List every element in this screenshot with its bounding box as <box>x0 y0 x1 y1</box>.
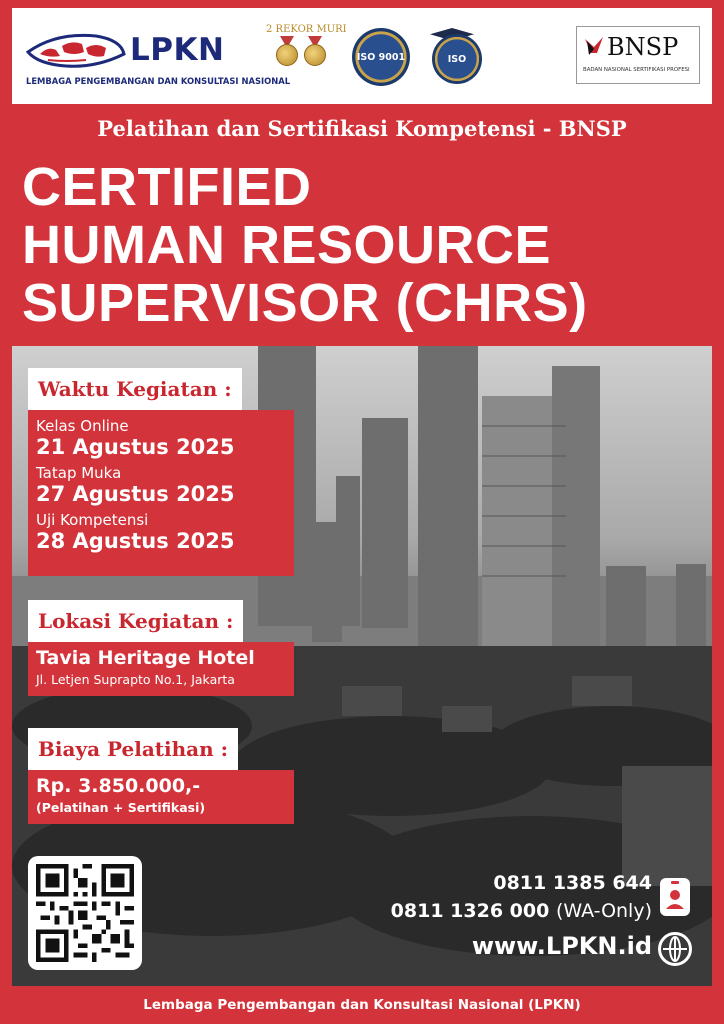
website-link[interactable]: www.LPKN.id <box>471 932 652 960</box>
phone-number-1[interactable]: 0811 1385 644 <box>493 872 652 894</box>
header-bar <box>12 8 712 104</box>
bnsp-garuda-icon <box>583 35 605 57</box>
schedule-label: Kelas Online <box>36 417 129 435</box>
fee-note: (Pelatihan + Sertifikasi) <box>36 800 206 815</box>
indonesia-map-icon <box>26 30 126 72</box>
medal-icon <box>304 44 326 66</box>
footer-organization: Lembaga Pengembangan dan Konsultasi Nasional (LPKN) <box>0 986 724 1024</box>
schedule-label: Uji Kompetensi <box>36 511 149 529</box>
location-panel <box>28 642 294 696</box>
qr-code[interactable] <box>28 856 142 970</box>
globe-icon <box>658 932 692 966</box>
lpkn-logo <box>26 28 291 92</box>
title-line: HUMAN RESOURCE <box>22 215 552 275</box>
schedule-panel <box>28 410 294 576</box>
title-line: CERTIFIED <box>22 157 312 217</box>
schedule-date: 21 Agustus 2025 <box>36 435 235 459</box>
bnsp-fullname: BADAN NASIONAL SERTIFIKASI PROFESI <box>583 67 690 73</box>
muri-label: 2 REKOR MURI <box>266 24 347 35</box>
event-subtitle: Pelatihan dan Sertifikasi Kompetensi - BNSP <box>97 116 627 141</box>
iso-badge-icon <box>432 34 482 84</box>
fee-panel <box>28 770 294 824</box>
whatsapp-note: (WA-Only) <box>555 900 652 922</box>
schedule-date: 28 Agustus 2025 <box>36 529 235 553</box>
schedule-label: Tatap Muka <box>36 464 122 482</box>
bnsp-wordmark: BNSP <box>607 33 679 61</box>
schedule-heading: Waktu Kegiatan : <box>28 368 242 410</box>
schedule-date: 27 Agustus 2025 <box>36 482 235 506</box>
venue-name: Tavia Heritage Hotel <box>36 647 255 669</box>
rekor-muri-badge <box>266 24 347 90</box>
phone-number-2-row[interactable] <box>391 900 652 922</box>
fee-price: Rp. 3.850.000,- <box>36 775 201 797</box>
iso-badge-icon <box>352 28 410 86</box>
location-heading: Lokasi Kegiatan : <box>28 600 243 642</box>
venue-address: Jl. Letjen Suprapto No.1, Jakarta <box>36 672 235 687</box>
fee-heading: Biaya Pelatihan : <box>28 728 238 770</box>
lpkn-wordmark: LPKN <box>130 32 225 68</box>
medal-icon <box>276 44 298 66</box>
certification-title <box>22 158 588 332</box>
iso-badge-label: ISO <box>447 53 467 65</box>
lpkn-fullname: LEMBAGA PENGEMBANGAN DAN KONSULTASI NASIONAL <box>26 76 291 86</box>
bnsp-logo <box>576 26 700 84</box>
phone-number-2: 0811 1326 000 <box>390 900 550 922</box>
title-line: SUPERVISOR (CHRS) <box>22 273 588 333</box>
contact-card-icon <box>660 878 690 916</box>
iso-badge-label: ISO 9001 <box>356 51 406 63</box>
